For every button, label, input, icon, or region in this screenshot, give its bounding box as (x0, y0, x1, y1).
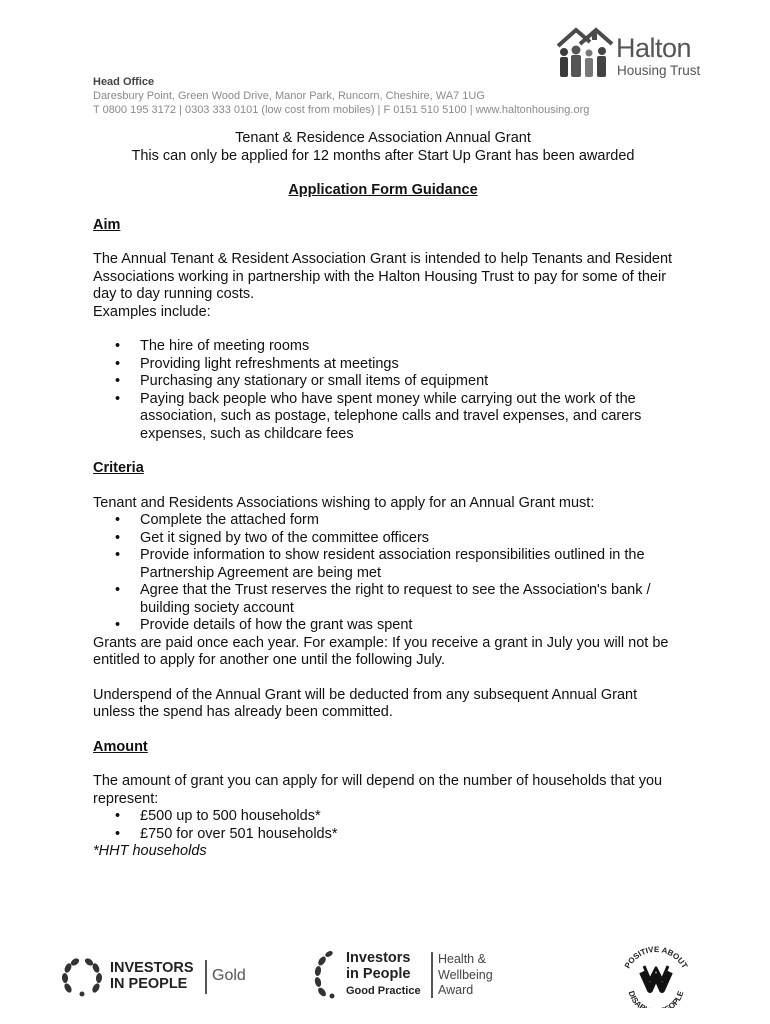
list-item: • The hire of meeting rooms (93, 338, 673, 356)
office-address: Daresbury Point, Green Wood Drive, Manor Park, Runcorn, Cheshire, WA7 1UG (93, 90, 485, 102)
amount-intro: The amount of grant you can apply for will depend on the number of households that you represent: (93, 773, 663, 807)
list-item: • Provide information to show resident association responsibilities outlined in the Partnership Agreement are being met (93, 547, 673, 582)
iip-line1: INVESTORS (110, 960, 194, 976)
hw-line1: Investors (346, 950, 411, 966)
examples-label: Examples include: (93, 303, 211, 320)
guidance-heading: Application Form Guidance (288, 182, 478, 198)
head-office-block (93, 75, 589, 117)
disability-confident-badge (614, 944, 698, 1008)
list-item: • £750 for over 501 households* (93, 826, 673, 844)
list-item: • Paying back people who have spent money while carrying out the work of the association, such as postage, telephone calls and travel expenses, and carers expenses, such as childcare fees (93, 391, 673, 444)
investors-in-people-gold-logo (60, 958, 260, 998)
hw-award-text (438, 952, 493, 999)
laurel-wreath-icon (60, 958, 104, 998)
amount-heading: Amount (93, 738, 148, 755)
criteria-note: Grants are paid once each year. For example: If you receive a grant in July you will not be entitled to apply for another one until the following July. (93, 634, 669, 668)
underspend-note: Underspend of the Annual Grant will be deducted from any subsequent Annual Grant unless the spend has already been committed. (93, 686, 638, 720)
hw-investors-text (346, 950, 410, 982)
document-body (93, 130, 673, 861)
list-item: • Purchasing any stationary or small items of equipment (93, 373, 673, 391)
aim-paragraph: The Annual Tenant & Resident Association Grant is intended to help Tenants and Resident Associations working in partnership with the Halton Housing Trust to pay for some of their day to day running costs. (93, 251, 673, 302)
hw-line2: in People (346, 966, 411, 982)
criteria-intro: Tenant and Residents Associations wishing to apply for an Annual Grant must: (93, 494, 595, 511)
doc-subtitle: This can only be applied for 12 months after Start Up Grant has been awarded (131, 147, 635, 164)
list-item: • Provide details of how the grant was spent (93, 617, 673, 635)
iip-level: Gold (212, 967, 246, 984)
laurel-wreath-icon (312, 950, 342, 1000)
office-heading: Head Office (93, 76, 155, 88)
svg-text:POSITIVE ABOUT (623, 945, 689, 970)
positive-about-disabled-people-logo (614, 944, 698, 1008)
badge-bottom-text: DISAB OPLE (626, 989, 686, 1008)
health-wellbeing-award-logo (312, 948, 512, 1008)
amount-footnote: *HHT households (93, 843, 207, 859)
footer-logos (0, 944, 770, 1014)
divider (431, 952, 433, 998)
criteria-heading: Criteria (93, 460, 144, 476)
hw-award3: Award (438, 983, 474, 997)
badge-top-text: POSITIVE ABOUT (622, 944, 690, 971)
logo-name: Halton (616, 33, 692, 63)
list-item: • Complete the attached form (93, 512, 673, 530)
hw-award2: Wellbeing (438, 967, 493, 982)
svg-text:DISABLED PEOPLE (627, 989, 686, 1008)
iip-line2: IN PEOPLE (110, 976, 188, 992)
aim-heading: Aim (93, 216, 121, 233)
criteria-list (93, 512, 673, 635)
list-item: • Agree that the Trust reserves the right to request to see the Association's bank / building society account (93, 582, 673, 617)
aim-list (93, 338, 673, 443)
office-contacts: T 0800 195 3172 | 0303 333 0101 (low cost from mobiles) | F 0151 510 5100 | www.haltonhousing.org (93, 104, 590, 116)
amount-list (93, 808, 673, 843)
doc-title: Tenant & Residence Association Annual Grant (235, 130, 531, 146)
list-item: • Providing light refreshments at meetings (93, 356, 673, 374)
halton-logo (556, 24, 716, 80)
logo-subtitle: Housing Trust (617, 63, 701, 78)
hw-line3: Good Practice (346, 985, 421, 997)
iip-text (110, 960, 194, 992)
divider (205, 960, 207, 994)
list-item: • £500 up to 500 households* (93, 808, 673, 826)
houses-people-icon (556, 24, 614, 80)
hw-award1: Health & (438, 952, 486, 966)
list-item: • Get it signed by two of the committee officers (93, 530, 673, 548)
